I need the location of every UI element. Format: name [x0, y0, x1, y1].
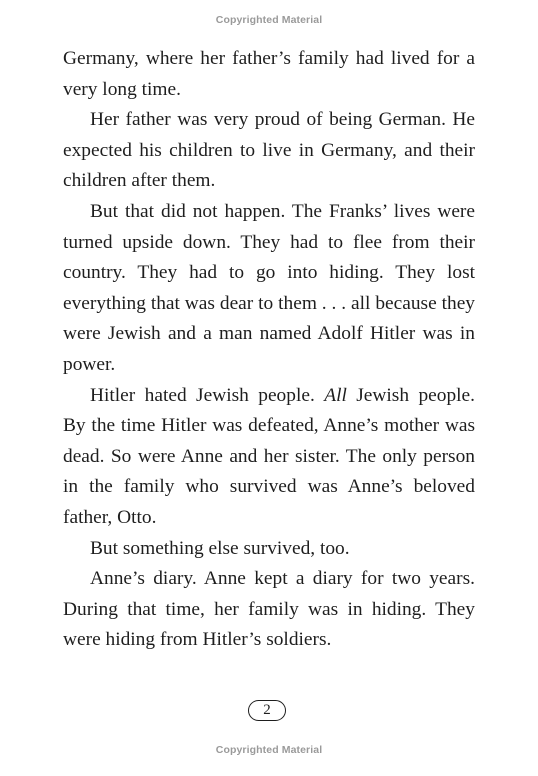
paragraph-6: Anne’s diary. Anne kept a diary for two years. During that time, her family was in hiding. They were hiding from Hitler’s soldiers.	[63, 568, 475, 651]
emphasized-word: All	[324, 384, 347, 406]
page-number-badge: 2	[248, 700, 286, 721]
book-page-body	[63, 44, 475, 656]
paragraph-3: But that did not happen. The Franks’ lives were turned upside down. They had to flee from their country. They had to go into hiding. They lost everything that was dear to them . . . all because they were Jewish and a man named Adolf Hitler was in power.	[63, 200, 475, 375]
copyright-watermark-top: Copyrighted Material	[215, 14, 323, 26]
paragraph-1: Germany, where her father’s family had lived for a very long time.	[63, 48, 475, 100]
paragraph-4-start: Hitler hated Jewish people.	[90, 384, 325, 406]
paragraph-5: But something else survived, too.	[90, 537, 350, 559]
paragraph-4-rest: Jewish people. By the time Hitler was defeated, Anne’s mother was dead. So were Anne and her sister. The only person in the family who survived was Anne’s beloved father, Otto.	[63, 384, 475, 528]
copyright-watermark-bottom: Copyrighted Material	[215, 744, 323, 756]
paragraph-4	[63, 381, 475, 534]
paragraph-2: Her father was very proud of being German. He expected his children to live in Germany, and their children after them.	[63, 109, 475, 192]
